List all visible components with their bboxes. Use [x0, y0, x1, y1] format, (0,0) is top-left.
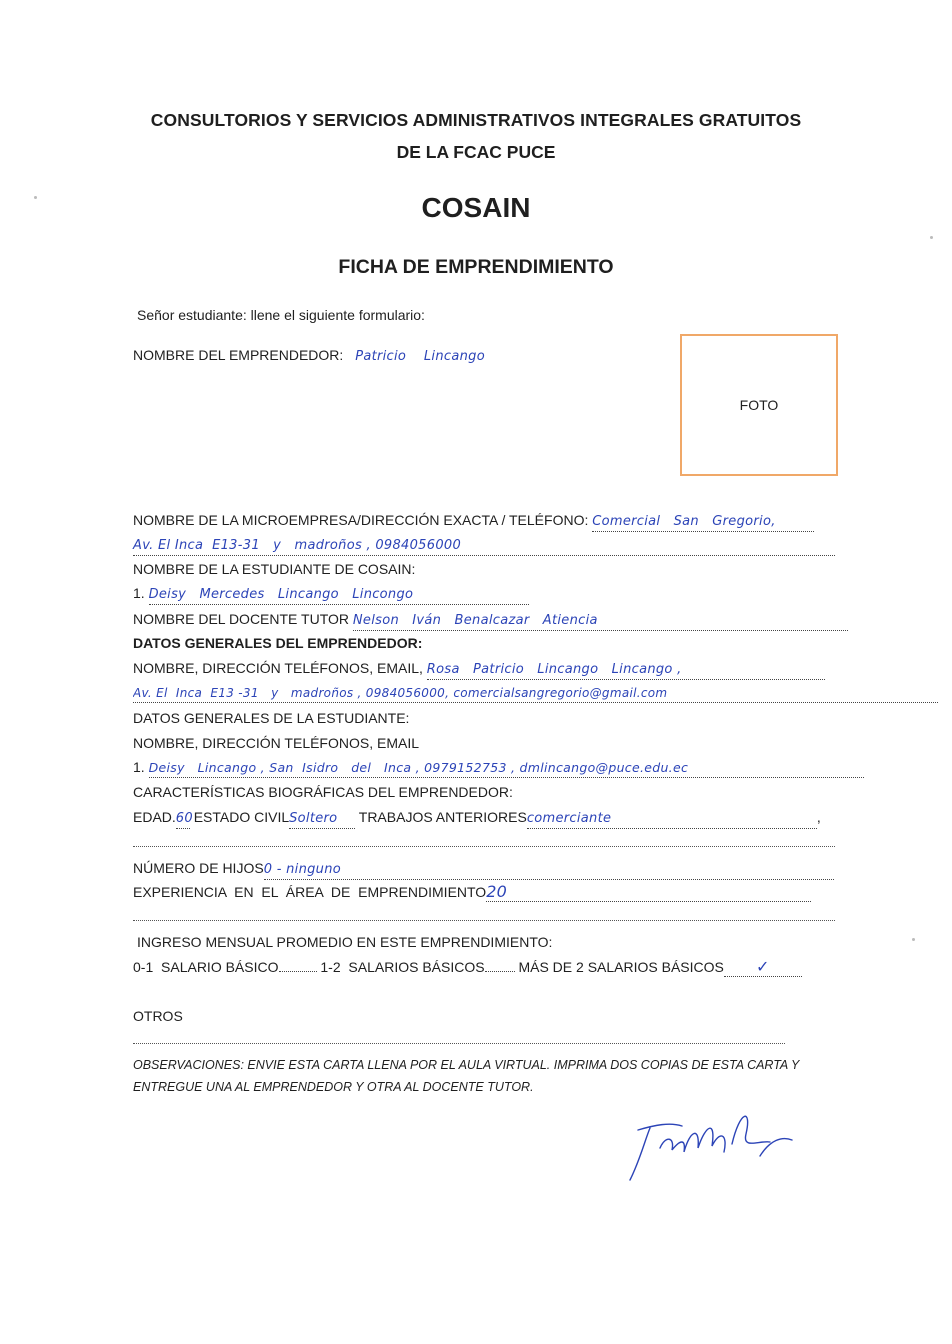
hijos-value[interactable]: 0 - ninguno: [264, 861, 834, 880]
trabajos-label: TRABAJOS ANTERIORES: [358, 809, 527, 825]
micro-row-2: [133, 535, 835, 556]
datos-estudiante-heading: DATOS GENERALES DE LA ESTUDIANTE:: [133, 710, 410, 726]
student-contact-row: [133, 758, 864, 778]
intro-text: Señor estudiante: llene el siguiente formulario:: [137, 307, 425, 323]
header-line2: DE LA FCAC PUCE: [396, 142, 556, 162]
experiencia-label: EXPERIENCIA EN EL ÁREA DE EMPRENDIMIENTO: [133, 884, 487, 900]
contact-address-value[interactable]: Av. El Inca E13 -31 y madroños , 0984056000, comercialsangregorio@gmail.com: [133, 684, 938, 703]
scan-speck: [912, 938, 915, 941]
contact-label: NOMBRE, DIRECCIÓN TELÉFONOS, EMAIL,: [133, 660, 423, 676]
observaciones-line2: ENTREGUE UNA AL EMPRENDEDOR Y OTRA AL DOCENTE TUTOR.: [133, 1080, 534, 1094]
trabajos-value[interactable]: comerciante: [527, 810, 817, 829]
blank-line: [133, 846, 835, 847]
micro-row: [133, 511, 814, 532]
student-value[interactable]: Deisy Mercedes Lincango Lincongo: [149, 586, 529, 605]
ingreso-options: [133, 958, 802, 977]
entrepreneur-label: NOMBRE DEL EMPRENDEDOR:: [133, 347, 344, 363]
contact-value[interactable]: Rosa Patricio Lincango Lincango ,: [427, 661, 825, 680]
signature-image: [620, 1100, 800, 1190]
observaciones-line1: OBSERVACIONES: ENVIE ESTA CARTA LLENA POR EL AULA VIRTUAL. IMPRIMA DOS COPIAS DE ESTA CARTA Y: [133, 1058, 800, 1072]
experiencia-value[interactable]: 20: [486, 883, 811, 902]
tutor-label: NOMBRE DEL DOCENTE TUTOR: [133, 611, 349, 627]
option-0-1-blank[interactable]: [279, 971, 317, 972]
blank-line: [133, 920, 835, 921]
contact-row-2: [133, 684, 938, 707]
micro-value[interactable]: Comercial San Gregorio,: [592, 513, 814, 532]
micro-label: NOMBRE DE LA MICROEMPRESA/DIRECCIÓN EXACTA / TELÉFONO:: [133, 512, 589, 528]
student-contact-value[interactable]: Deisy Lincango , San Isidro del Inca , 0979152753 , dmlincango@puce.edu.ec: [149, 759, 864, 778]
tutor-row: [133, 610, 848, 631]
photo-label: FOTO: [739, 397, 779, 413]
option-0-1: 0-1 SALARIO BÁSICO: [133, 959, 279, 975]
header-line1: CONSULTORIOS Y SERVICIOS ADMINISTRATIVOS INTEGRALES GRATUITOS: [150, 110, 802, 130]
student-label: NOMBRE DE LA ESTUDIANTE DE COSAIN:: [133, 561, 416, 577]
brand-title: COSAIN: [421, 192, 531, 223]
option-1-2: 1-2 SALARIOS BÁSICOS: [320, 959, 485, 975]
option-1-2-blank[interactable]: [485, 971, 515, 972]
edad-value[interactable]: 60: [176, 810, 190, 829]
contact-row: [133, 659, 825, 680]
entrepreneur-value[interactable]: Patricio Lincango: [355, 349, 485, 364]
experiencia-row: [133, 883, 811, 902]
contact-label-2: NOMBRE, DIRECCIÓN TELÉFONOS, EMAIL: [133, 735, 420, 751]
otros-label: OTROS: [133, 1008, 183, 1024]
hijos-row: [133, 859, 834, 880]
bio-heading: CARACTERÍSTICAS BIOGRÁFICAS DEL EMPRENDEDOR:: [133, 784, 513, 800]
otros-line[interactable]: [133, 1043, 785, 1044]
civil-value[interactable]: Soltero: [289, 810, 355, 829]
entrepreneur-row: [133, 346, 485, 366]
scan-speck: [930, 236, 933, 239]
hijos-label: NÚMERO DE HIJOS: [133, 860, 264, 876]
ingreso-heading: INGRESO MENSUAL PROMEDIO EN ESTE EMPRENDIMIENTO:: [137, 934, 553, 950]
student-row: [133, 584, 529, 605]
micro-address-value[interactable]: Av. El Inca E13-31 y madroños , 0984056000: [133, 537, 835, 556]
tutor-value[interactable]: Nelson Iván Benalcazar Atiencia: [353, 612, 848, 631]
edad-label: EDAD.: [133, 809, 176, 825]
option-mas-2: MÁS DE 2 SALARIOS BÁSICOS: [518, 959, 724, 975]
civil-label: ESTADO CIVIL: [193, 809, 290, 825]
option-mas-2-check[interactable]: ✓: [724, 958, 802, 977]
student-contact-prefix: 1.: [133, 759, 145, 775]
datos-emprendedor-heading: DATOS GENERALES DEL EMPRENDEDOR:: [133, 635, 423, 651]
bio-row: EDAD.60 ESTADO CIVILSoltero TRABAJOS ANTERIOREScomerciante ,: [133, 808, 821, 829]
student-prefix: 1.: [133, 585, 145, 601]
photo-placeholder: [680, 334, 838, 476]
form-title: FICHA DE EMPRENDIMIENTO: [338, 256, 614, 278]
